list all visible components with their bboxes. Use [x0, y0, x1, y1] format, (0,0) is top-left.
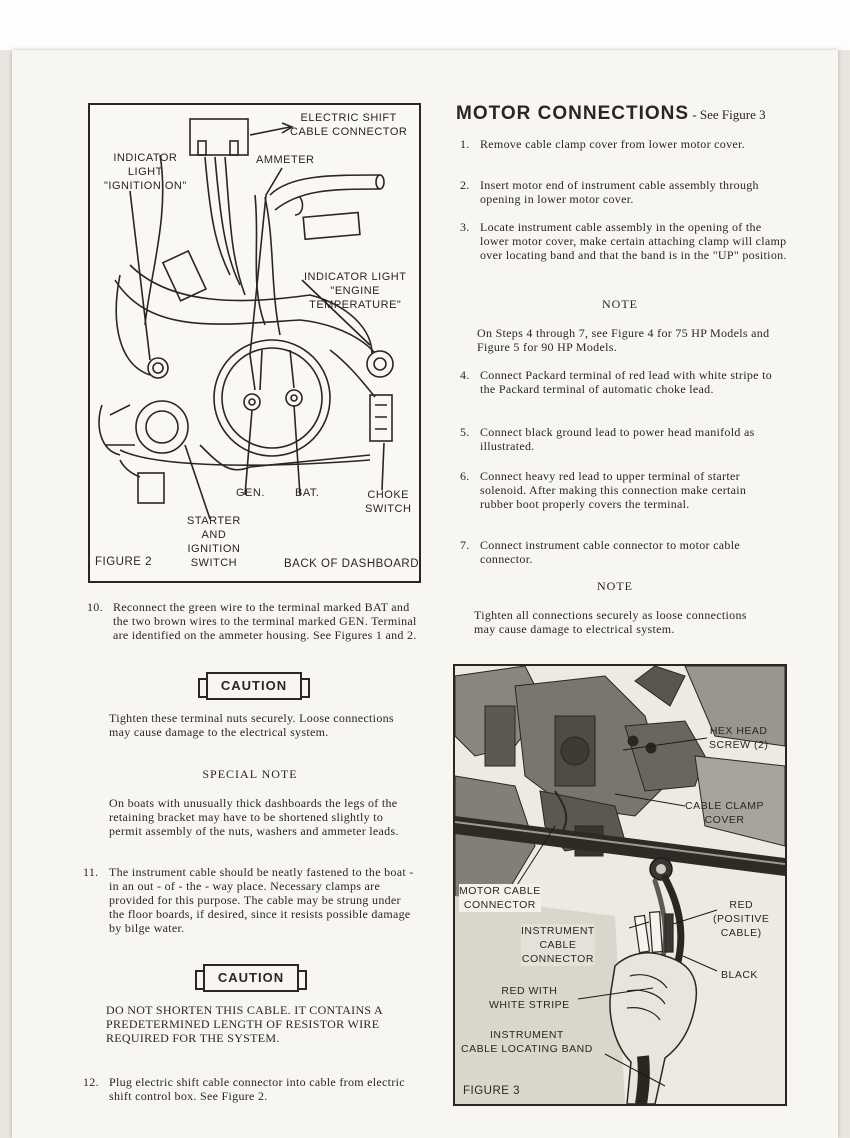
- label-indicator-light-ignition: INDICATOR LIGHT "IGNITION ON": [104, 152, 187, 192]
- section-heading: MOTOR CONNECTIONS - See Figure 3: [456, 103, 766, 124]
- note-2-text: Tighten all connections securely as loose connections may cause damage to electrical system.: [474, 608, 747, 636]
- special-note-title: SPECIAL NOTE: [202, 767, 298, 781]
- label-red-positive-cable: RED (POSITIVE CABLE): [713, 899, 770, 939]
- label-black: BLACK: [721, 969, 758, 981]
- label-instrument-cable-locating-band: INSTRUMENT CABLE LOCATING BAND: [461, 1029, 593, 1055]
- figure-3-motor-connection-photo: [453, 664, 787, 1106]
- figure-3-caption: FIGURE 3: [463, 1085, 521, 1097]
- label-instrument-cable-connector: INSTRUMENT CABLE CONNECTOR: [521, 925, 595, 965]
- note-1-title: NOTE: [602, 297, 638, 311]
- step-10: 10. Reconnect the green wire to the terminal marked BAT and the two brown wires to the terminal marked GEN. Terminal are identified on the ammeter housing. See Figures 1 and 2.: [87, 600, 417, 642]
- label-back-of-dashboard: BACK OF DASHBOARD: [284, 558, 420, 570]
- page-top-margin: [0, 0, 850, 50]
- label-motor-cable-connector: MOTOR CABLE CONNECTOR: [459, 885, 541, 911]
- note-2-title: NOTE: [597, 579, 633, 593]
- special-note-text: On boats with unusually thick dashboards the legs of the retaining bracket may have to be shortened slightly to permit assembly of the nuts, washers and ammeter leads.: [109, 796, 399, 838]
- note-1-text: On Steps 4 through 7, see Figure 4 for 75 HP Models and Figure 5 for 90 HP Models.: [477, 326, 770, 354]
- label-cable-clamp-cover: CABLE CLAMP COVER: [685, 800, 765, 826]
- step-11: 11. The instrument cable should be neatly fastened to the boat - in an out - of - the - way place. Necessary clamps are provided for this purpose. The cable may be strung under the floor boards, if desired, since it resists possible damage by bilge water.: [83, 865, 414, 935]
- step-7: 7. Connect instrument cable connector to motor cable connector.: [460, 538, 740, 566]
- figure-2-wiring-diagram: [88, 103, 421, 583]
- label-ammeter: AMMETER: [256, 154, 315, 166]
- step-4: 4. Connect Packard terminal of red lead with white stripe to the Packard terminal of automatic choke lead.: [460, 368, 773, 396]
- step-12: 12. Plug electric shift cable connector into cable from electric shift control box. See Figure 2.: [83, 1075, 405, 1103]
- step-5: 5. Connect black ground lead to power head manifold as illustrated.: [460, 425, 755, 453]
- step-6: 6. Connect heavy red lead to upper terminal of starter solenoid. After making this connection make certain rubber boot properly covers the terminal.: [460, 469, 747, 511]
- caution-box-1: CAUTION: [206, 672, 302, 700]
- label-indicator-light-engine-temp: INDICATOR LIGHT "ENGINE TEMPERATURE": [304, 271, 407, 311]
- label-gen: GEN.: [236, 487, 265, 499]
- label-hex-head-screw: HEX HEAD SCREW (2): [709, 725, 769, 751]
- step-3: 3. Locate instrument cable assembly in the opening of the lower motor cover, make certain attaching clamp will clamp over locating band and that the band is in the "UP" position.: [460, 220, 787, 262]
- label-bat: BAT.: [295, 487, 320, 499]
- caution-1-text: Tighten these terminal nuts securely. Loose connections may cause damage to the electrical system.: [109, 711, 394, 739]
- step-1: 1. Remove cable clamp cover from lower motor cover.: [460, 137, 745, 151]
- label-starter-ignition-switch: STARTER AND IGNITION SWITCH: [187, 515, 241, 569]
- caution-2-text: DO NOT SHORTEN THIS CABLE. IT CONTAINS A PREDETERMINED LENGTH OF RESISTOR WIRE REQUIRED FOR THE SYSTEM.: [106, 1003, 383, 1045]
- label-electric-shift-cable-connector: ELECTRIC SHIFT CABLE CONNECTOR: [290, 112, 408, 138]
- caution-box-2: CAUTION: [203, 964, 299, 992]
- label-choke-switch: CHOKE SWITCH: [365, 489, 412, 515]
- figure-2-caption: FIGURE 2: [95, 556, 153, 568]
- step-2: 2. Insert motor end of instrument cable assembly through opening in lower motor cover.: [460, 178, 759, 206]
- label-red-with-white-stripe: RED WITH WHITE STRIPE: [489, 985, 570, 1011]
